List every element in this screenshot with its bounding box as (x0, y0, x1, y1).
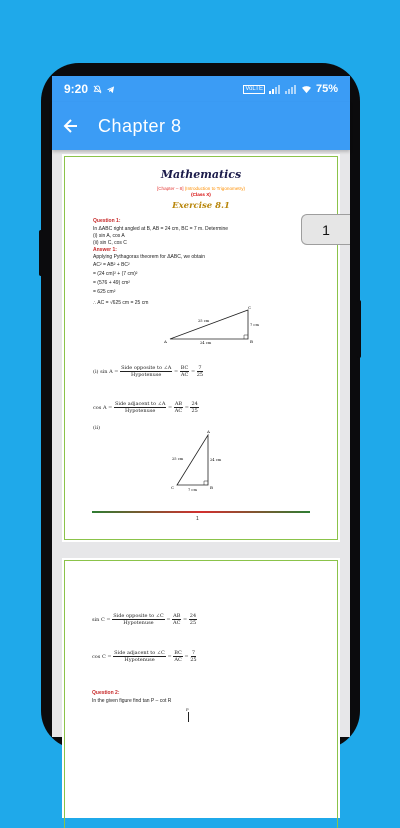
wifi-icon (301, 85, 312, 94)
question-1-part-i: (i) sin A, cos A (93, 233, 125, 239)
triangle-figure-2 (170, 427, 220, 493)
answer-line: = (24 cm)² + (7 cm)² (93, 271, 138, 277)
question-2-text: In the given figure find tan P – cot R (92, 698, 172, 704)
mute-bell-icon (93, 85, 102, 94)
screen (52, 76, 350, 737)
telegram-icon (106, 85, 115, 94)
question-1-part-ii: (ii) sin C, cos C (93, 240, 127, 246)
page-title: Chapter 8 (98, 115, 182, 136)
status-time: 9:20 (64, 82, 89, 96)
sin-c-formula: sin C = $\frac{\text{Side opposite to ∠C}}{\text{Hypotenuse}}$ = $\frac{AB}{AC}$ = $\frac{24}{25}$ (92, 613, 197, 626)
svg-text:7 cm: 7 cm (188, 488, 197, 492)
figure-line (188, 712, 189, 722)
app-bar (52, 102, 350, 150)
svg-text:A: A (164, 339, 167, 344)
svg-text:B: B (250, 339, 253, 344)
back-arrow-icon[interactable] (64, 119, 78, 133)
answer-1-label: Answer 1: (93, 247, 117, 253)
question-2-label: Question 2: (92, 690, 120, 696)
volume-button (39, 230, 43, 276)
answer-line: = 625 cm² (93, 289, 116, 295)
page-number-badge: 1 (301, 214, 350, 245)
part-ii-label: (ii) (93, 425, 101, 431)
svg-text:24 cm: 24 cm (200, 341, 212, 345)
svg-text:C: C (248, 305, 252, 310)
signal-icon (269, 85, 281, 94)
pdf-page-1 (62, 154, 340, 542)
answer-line: = (576 + 49) cm² (93, 280, 130, 286)
triangle-figure-1 (162, 306, 262, 346)
svg-text:7 cm: 7 cm (250, 323, 259, 327)
chapter-line: [Chapter – 8] (Introduction to Trigonometry) (156, 186, 246, 191)
exercise-title: Exercise 8.1 (172, 201, 230, 211)
answer-line: Applying Pythagoras theorem for ΔABC, we obtain (93, 254, 206, 260)
footer-line (92, 511, 310, 513)
pdf-viewer[interactable] (52, 150, 350, 737)
question-1-label: Question 1: (93, 218, 121, 224)
svg-text:24 cm: 24 cm (210, 458, 222, 462)
svg-text:25 cm: 25 cm (198, 319, 210, 323)
pdf-page-2 (62, 558, 340, 818)
signal-2-icon (285, 85, 297, 94)
cos-c-formula: cos C = $\frac{\text{Side adjacent to ∠C}}{\text{Hypotenuse}}$ = $\frac{BC}{AC}$ = $\frac{7}{25}$ (92, 650, 197, 663)
sin-a-formula: (i) sin A = $\frac{\text{Side opposite to ∠A}}{\text{Hypotenuse}}$ = $\frac{BC}{AC}$ = $\frac{7}{25}$ (93, 365, 204, 378)
svg-text:25 cm: 25 cm (172, 457, 184, 461)
figure-label-p: P (186, 707, 189, 712)
page-footer-number: 1 (196, 516, 199, 522)
power-button (357, 300, 361, 358)
answer-line: AC² = AB² + BC² (93, 262, 130, 268)
answer-line: ∴ AC = √625 cm = 25 cm (93, 300, 149, 306)
volte-badge: VoLTE (245, 85, 263, 92)
svg-text:C: C (171, 485, 175, 490)
subject-title: Mathematics (160, 168, 242, 181)
cos-a-formula: cos A = $\frac{\text{Side adjacent to ∠A}}{\text{Hypotenuse}}$ = $\frac{AB}{AC}$ = $\frac{24}{25}$ (93, 401, 198, 414)
svg-text:B: B (210, 485, 213, 490)
svg-text:A: A (207, 429, 210, 434)
question-1-text: In ΔABC right angled at B, AB = 24 cm, BC = 7 m. Determine (93, 226, 229, 232)
status-bar (52, 76, 350, 102)
class-line: (Class X) (191, 192, 211, 197)
battery-text: 75% (315, 83, 338, 95)
